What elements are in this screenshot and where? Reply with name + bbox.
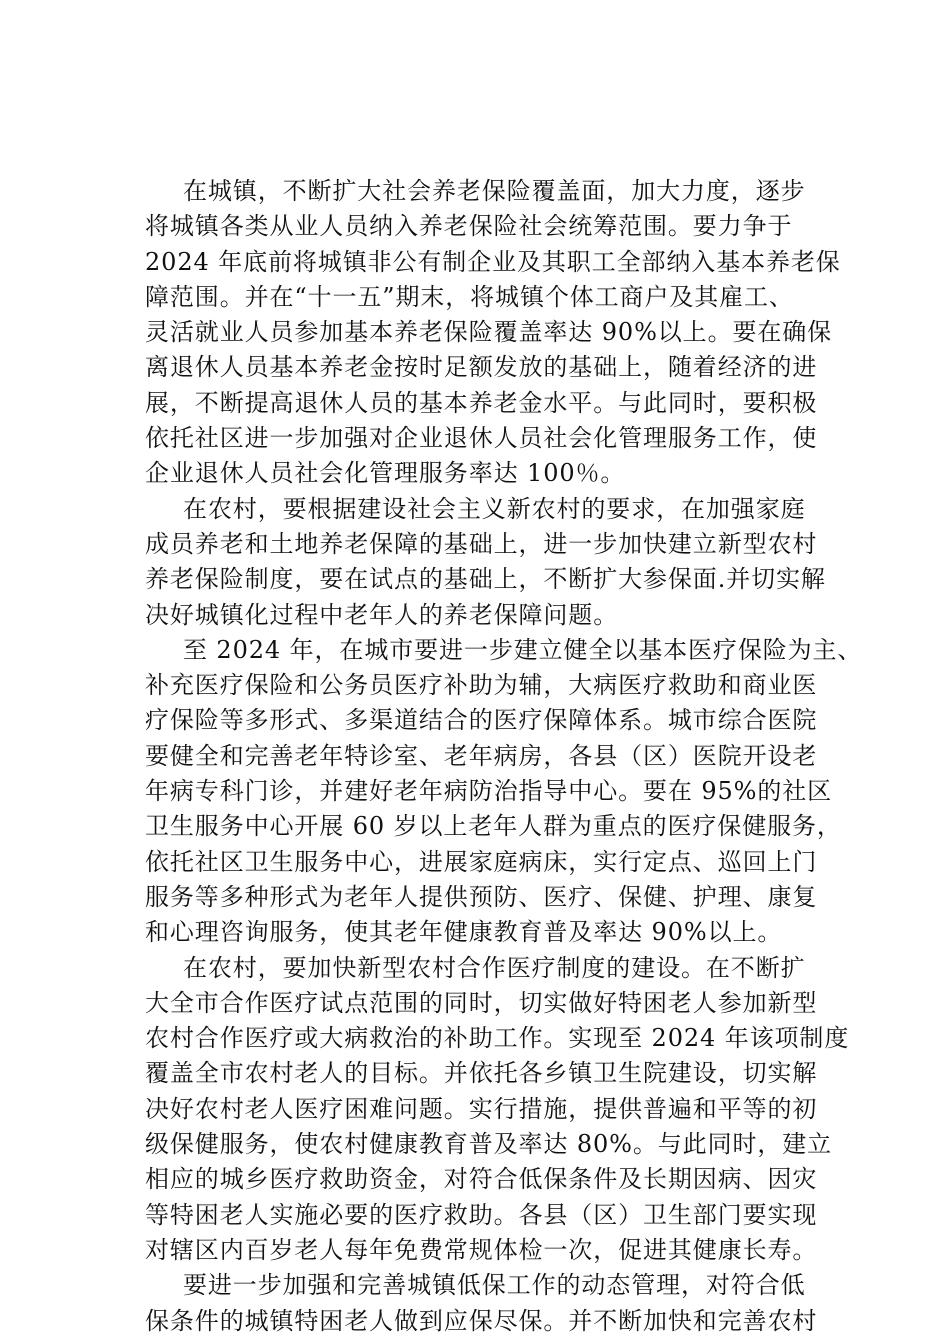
text-line: 级保健服务，使农村健康教育普及率达 80%。与此同时，建立 [145,1130,833,1159]
text-line: 覆盖全市农村老人的目标。并依托各乡镇卫生院建设，切实解 [145,1059,818,1088]
text-line: 和心理咨询服务，使其老年健康教育普及率达 90%以上。 [145,918,783,947]
text-line: 展，不断提高退休人员的基本养老金水平。与此同时，要积极 [145,388,818,417]
text-line: 要进一步加强和完善城镇低保工作的动态管理，对符合低 [183,1271,806,1300]
text-line: 在农村，要根据建设社会主义新农村的要求，在加强家庭 [183,494,806,523]
text-line: 养老保险制度，要在试点的基础上，不断扩大参保面.并切实解 [145,565,826,594]
text-line: 要健全和完善老年特诊室、老年病房，各县（区）医院开设老 [145,741,818,770]
text-line: 依托社区卫生服务中心，进展家庭病床，实行定点、巡回上门 [145,847,818,876]
text-line: 离退休人员基本养老金按时足额发放的基础上，随着经济的进 [145,353,818,382]
text-line: 大全市合作医疗试点范围的同时，切实做好特困老人参加新型 [145,988,818,1017]
paragraph [145,951,850,1269]
text-line: 企业退休人员社会化管理服务率达 100％。 [145,459,626,488]
document-body [145,174,863,1339]
text-line: 在农村，要加快新型农村合作医疗制度的建设。在不断扩 [183,953,806,982]
text-line: 年病专科门诊，并建好老年病防治指导中心。要在 95%的社区 [145,777,833,806]
text-line: 补充医疗保险和公务员医疗补助为辅，大病医疗救助和商业医 [145,671,818,700]
text-line: 疗保险等多形式、多渠道结合的医疗保障体系。城市综合医院 [145,706,818,735]
text-line: 相应的城乡医疗救助资金，对符合低保条件及长期因病、因灾 [145,1165,818,1194]
text-line: 障范围。并在“十一五”期末，将城镇个体工商户及其雇工、 [145,282,794,311]
text-line: 决好农村老人医疗困难问题。实行措施，提供普遍和平等的初 [145,1094,818,1123]
paragraph [145,1268,830,1339]
paragraph [145,174,841,492]
paragraph [145,492,830,633]
text-line: 决好城镇化过程中老年人的养老保障问题。 [145,600,619,629]
text-line: 成员养老和土地养老保障的基础上，进一步加快建立新型农村 [145,529,818,558]
text-line: 灵活就业人员参加基本养老保险覆盖率达 90%以上。要在确保 [145,318,833,347]
text-line: 在城镇，不断扩大社会养老保险覆盖面，加大力度，逐步 [183,177,806,205]
paragraph [145,633,863,951]
text-line: 对辖区内百岁老人每年免费常规体检一次，促进其健康长寿。 [145,1235,818,1264]
text-line: 等特困老人实施必要的医疗救助。各县（区）卫生部门要实现 [145,1200,818,1229]
text-line: 保条件的城镇特困老人做到应保尽保。并不断加快和完善农村 [145,1306,818,1335]
text-line: 依托社区进一步加强对企业退休人员社会化管理服务工作，使 [145,424,818,453]
text-line: 农村合作医疗或大病救治的补助工作。实现至 2024 年该项制度 [145,1024,850,1053]
text-line: 将城镇各类从业人员纳入养老保险社会统筹范围。要力争于 [145,212,793,241]
text-line: 至 2024 年，在城市要进一步建立健全以基本医疗保险为主、 [183,635,863,664]
text-line: 服务等多种形式为老年人提供预防、医疗、保健、护理、康复 [145,882,818,911]
text-line: 卫生服务中心开展 60 岁以上老年人群为重点的医疗保健服务， [145,812,842,841]
text-line: 2024 年底前将城镇非公有制企业及其职工全部纳入基本养老保 [145,247,841,276]
